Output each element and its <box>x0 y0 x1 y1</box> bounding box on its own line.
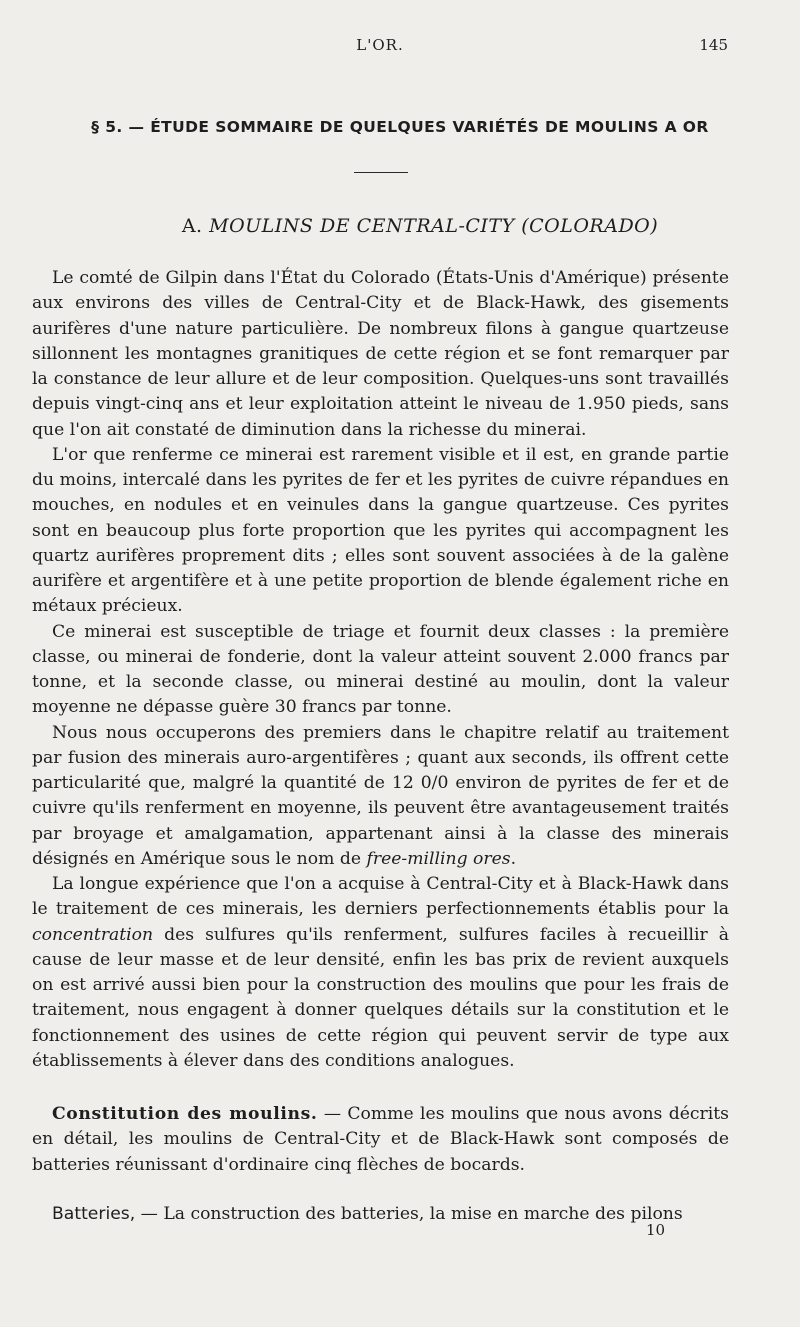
paragraph-italic: free-milling ores <box>366 848 511 869</box>
paragraph-italic: concentration <box>32 924 154 945</box>
paragraph: L'or que renferme ce minerai est rarement visible et il est, en grande partie du moins, intercalé dans les pyrites de fer et les pyrites de cuivre répandues en mouches, en nodules et en veinules dans la gangue quartzeuse. Ces pyrites sont en beaucoup plus forte proportion que les pyrites qui accompagnent les quartz aurifères proprement dits ; elles sont souvent associées à de la galène aurifère et argentifère et à une petite proportion de blende également riche en métaux précieux. <box>32 444 729 617</box>
paragraph: Le comté de Gilpin dans l'État du Colorado (États-Unis d'Amérique) présente aux environs des villes de Central-City et de Black-Hawk, des gisements aurifères d'une nature particulière. De nombreux filons à gangue quartzeuse sillonnent les montagnes granitiques de cette région et se font remarquer par la constance de leur allure et de leur composition. Quelques-uns sont travaillés depuis vingt-cinq ans et leur exploitation atteint le niveau de 1.950 pieds, sans que l'on ait constaté de diminution dans la richesse du minerai. <box>32 268 729 440</box>
sub-heading-region: (COLORADO) <box>521 215 659 237</box>
sub-heading-title: MOULINS DE CENTRAL-CITY <box>209 215 515 237</box>
page-number: 145 <box>699 36 728 54</box>
paragraph-text: — Comme les moulins que nous avons décrits en détail, les moulins de Central-City et de Black-Hawk sont composés de batteries réunissant d'ordinaire cinq flèches de bocards. <box>32 1104 729 1175</box>
paragraph <box>32 721 729 873</box>
paragraph <box>32 872 729 1074</box>
heading-divider <box>354 172 408 173</box>
section-heading: § 5. — ÉTUDE SOMMAIRE DE QUELQUES VARIÉTÉS DE MOULINS A OR <box>91 118 709 136</box>
paragraph-text: La longue expérience que l'on a acquise à Central-City et à Black-Hawk dans le traitement de ces minerais, les derniers perfectionnements établis pour la <box>32 874 729 920</box>
signature-mark: 10 <box>646 1221 666 1239</box>
body-text <box>32 266 729 1227</box>
paragraph-text: Nous nous occuperons des premiers dans le chapitre relatif au traitement par fusion des minerais auro-argentifères ; quant aux seconds, ils offrent cette particularité que, malgré la quantité de 12 0/0 environ de pyrites de fer et de cuivre qu'ils renferment en moyenne, ils peuvent être avantageusement traités par broyage et amalgamation, appartenant ainsi à la classe des minerais désignés en Amérique sous le nom de <box>32 722 729 869</box>
paragraph-text: . <box>510 848 517 869</box>
sub-heading <box>40 215 800 237</box>
sub-heading-letter: A. <box>181 215 203 237</box>
run-in-heading: Batteries, <box>52 1203 136 1224</box>
paragraph <box>32 1102 729 1178</box>
running-title: L'OR. <box>356 36 404 54</box>
running-head <box>0 36 800 60</box>
paragraph <box>32 1202 729 1227</box>
paragraph: Ce minerai est susceptible de triage et fournit deux classes : la première classe, ou minerai de fonderie, dont la valeur atteint souvent 2.000 francs par tonne, et la seconde classe, ou minerai destiné au moulin, dont la valeur moyenne ne dépasse guère 30 francs par tonne. <box>32 621 729 718</box>
paragraph-text: — La construction des batteries, la mise en marche des pilons <box>135 1203 683 1224</box>
run-in-heading: Constitution des moulins. <box>52 1104 318 1124</box>
paragraph-text: des sulfures qu'ils renferment, sulfures faciles à recueillir à cause de leur masse et de leur densité, enfin les bas prix de revient auxquels on est arrivé aussi bien pour la construction des moulins que pour les frais de traitement, nous engagent à donner quelques détails sur la constitution et le fonctionnement des usines de cette région qui peuvent servir de type aux établissements à élever dans des conditions analogues. <box>32 924 729 1071</box>
